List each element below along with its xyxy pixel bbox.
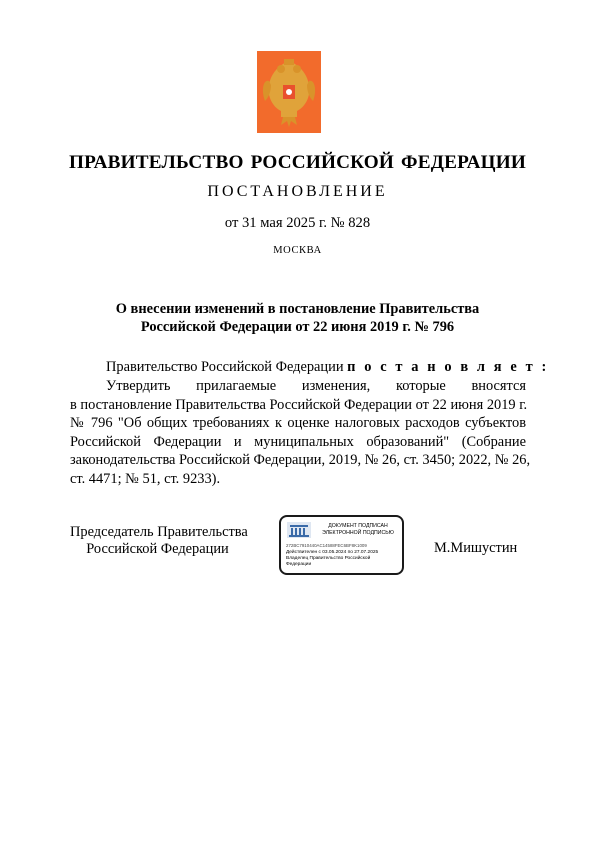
body-line: № 796 "Об общих требованиях к оценке налоговых расходов субъектов xyxy=(70,415,526,432)
stamp-owner: Федерации xyxy=(286,562,312,567)
document-title-line: Российской Федерации от 22 июня 2019 г. № 796 xyxy=(140,319,455,335)
preamble xyxy=(106,359,549,376)
coat-of-arms-icon xyxy=(257,51,321,133)
document-type: ПОСТАНОВЛЕНИЕ xyxy=(207,183,388,200)
preamble-verb: п о с т а н о в л я е т : xyxy=(347,359,549,375)
stamp-header-line: ЭЛЕКТРОННОЙ ПОДПИСЬЮ xyxy=(322,529,394,536)
government-building-icon xyxy=(287,522,311,538)
government-name: ПРАВИТЕЛЬСТВО РОССИЙСКОЙ ФЕДЕРАЦИИ xyxy=(68,152,527,173)
preamble-lead: Правительство Российской Федерации xyxy=(106,359,344,375)
body-line: Российской Федерации и муниципальных образований" (Собрание xyxy=(70,433,526,450)
document-date-number: от 31 мая 2025 г. № 828 xyxy=(224,215,371,231)
stamp-header-line: ДОКУМЕНТ ПОДПИСАН xyxy=(328,523,388,529)
stamp-validity: Действителен с 03.05.2024 по 27.07.2025 xyxy=(286,550,379,555)
body-line: ст. 4471; № 51, ст. 9233). xyxy=(70,470,221,487)
signer-name: М.Мишустин xyxy=(434,540,518,556)
electronic-signature-stamp xyxy=(279,515,404,575)
stamp-details xyxy=(286,550,378,568)
document-city: МОСКВА xyxy=(273,245,322,256)
signer-position-line: Российской Федерации xyxy=(86,541,229,557)
body-line: законодательства Российской Федерации, 2019, № 26, ст. 3450; 2022, № 26, xyxy=(70,452,531,469)
stamp-certificate-number: 272BC7910440AC14588FEC6BF8K1009 xyxy=(286,543,367,548)
body-line: в постановление Правительства Российской Федерации от 22 июня 2019 г. xyxy=(70,396,528,413)
body-line: Утвердить прилагаемые изменения, которые вносятся xyxy=(106,378,526,394)
document-title xyxy=(0,300,595,336)
stamp-owner: Владелец Правительство Российской xyxy=(286,556,371,561)
stamp-header xyxy=(315,523,401,536)
document-title-line: О внесении изменений в постановление Правительства xyxy=(115,301,480,317)
signer-position xyxy=(70,524,248,558)
document-body xyxy=(70,377,531,489)
signer-position-line: Председатель Правительства xyxy=(70,524,248,540)
